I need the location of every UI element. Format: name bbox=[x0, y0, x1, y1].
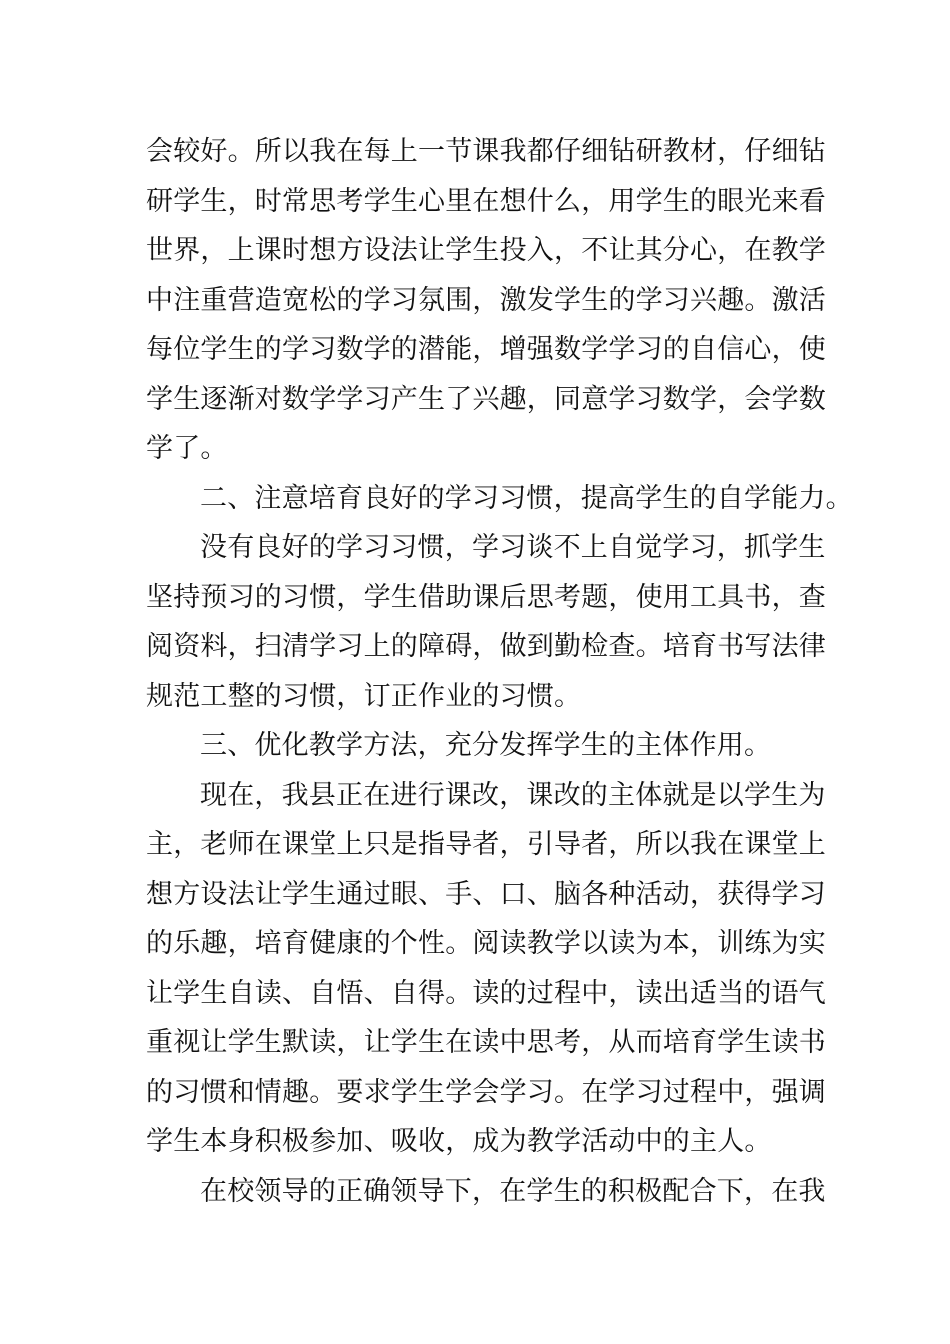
body-text bbox=[146, 127, 853, 1216]
text-line: 阅资料，扫清学习上的障碍，做到勤检查。培育书写法律 bbox=[146, 631, 826, 662]
text-line: 的习惯和情趣。要求学生学会学习。在学习过程中，强调 bbox=[146, 1076, 826, 1108]
text-line: 没有良好的学习习惯，学习谈不上自觉学习，抓学生 bbox=[200, 532, 826, 563]
text-line: 世界，上课时想方设法让学生投入，不让其分心，在教学 bbox=[146, 235, 826, 266]
text-line: 中注重营造宽松的学习氛围，激发学生的学习兴趣。激活 bbox=[146, 284, 826, 316]
text-line: 现在，我县正在进行课改，课改的主体就是以学生为 bbox=[200, 779, 826, 811]
text-line: 学了。 bbox=[146, 433, 228, 464]
text-line: 学生本身积极参加、吸收，成为教学活动中的主人。 bbox=[146, 1126, 772, 1157]
text-line: 主，老师在课堂上只是指导者，引导者，所以我在课堂上 bbox=[146, 829, 826, 860]
text-line: 让学生自读、自悟、自得。读的过程中，读出适当的语气 bbox=[146, 977, 826, 1009]
text-line: 想方设法让学生通过眼、手、口、脑各种活动，获得学习 bbox=[146, 878, 826, 910]
section-heading: 三、优化教学方法，充分发挥学生的主体作用。 bbox=[200, 730, 772, 761]
section-heading: 二、注意培育良好的学习习惯，提高学生的自学能力。 bbox=[200, 482, 853, 514]
text-line: 的乐趣，培育健康的个性。阅读教学以读为本，训练为实 bbox=[146, 928, 826, 959]
text-line: 重视让学生默读，让学生在读中思考，从而培育学生读书 bbox=[146, 1027, 826, 1058]
text-line: 每位学生的学习数学的潜能，增强数学学习的自信心，使 bbox=[146, 334, 826, 365]
text-line: 学生逐渐对数学学习产生了兴趣，同意学习数学，会学数 bbox=[146, 383, 826, 415]
text-line: 会较好。所以我在每上一节课我都仔细钻研教材，仔细钻 bbox=[146, 136, 826, 167]
text-line: 研学生，时常思考学生心里在想什么，用学生的眼光来看 bbox=[146, 185, 826, 217]
text-line: 规范工整的习惯，订正作业的习惯。 bbox=[146, 680, 582, 712]
text-line: 坚持预习的习惯，学生借助课后思考题，使用工具书，查 bbox=[146, 581, 826, 613]
text-line: 在校领导的正确领导下，在学生的积极配合下，在我 bbox=[200, 1175, 826, 1207]
